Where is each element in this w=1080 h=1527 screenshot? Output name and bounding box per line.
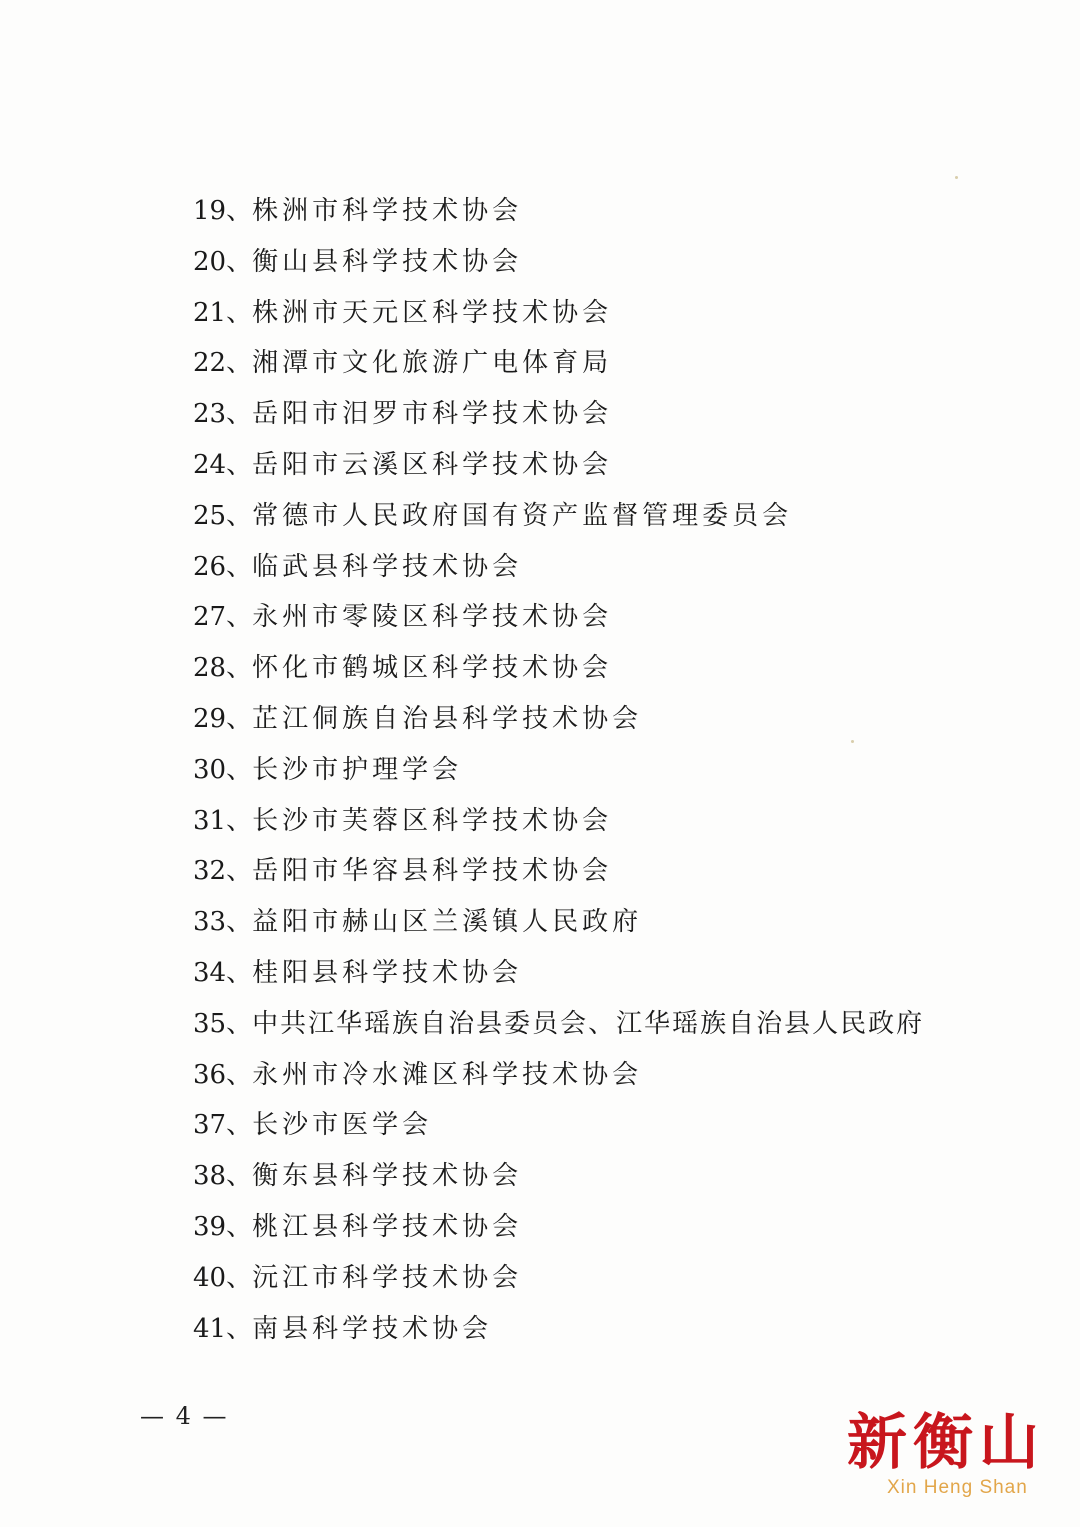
item-number: 29、 [193,703,253,734]
list-item [193,897,993,948]
list-item [193,1100,993,1151]
organization-list [193,186,993,1354]
item-text: 芷江侗族自治县科学技术协会 [252,703,643,734]
item-text: 常德市人民政府国有资产监督管理委员会 [252,500,793,531]
item-number: 40、 [193,1262,253,1293]
item-number: 39、 [193,1211,253,1242]
item-number: 38、 [193,1161,253,1192]
item-number: 34、 [193,957,253,988]
item-text: 长沙市护理学会 [252,754,463,785]
list-item [193,1253,993,1304]
list-item [193,999,993,1050]
list-item [193,745,993,796]
list-item [193,846,993,897]
item-text: 中共江华瑶族自治县委员会、江华瑶族自治县人民政府 [252,1008,925,1039]
list-item [193,237,993,288]
list-item [193,796,993,847]
list-item [193,186,993,237]
item-text: 株洲市天元区科学技术协会 [252,297,613,328]
paper-speck [955,176,958,179]
list-item [193,542,993,593]
item-number: 37、 [193,1110,253,1141]
item-text: 衡山县科学技术协会 [252,246,523,277]
item-number: 33、 [193,907,253,938]
list-item [193,592,993,643]
item-number: 31、 [193,805,253,836]
list-item [193,1202,993,1253]
item-number: 28、 [193,653,253,684]
item-number: 35、 [193,1008,253,1039]
list-item [193,491,993,542]
item-text: 南县科学技术协会 [252,1313,493,1344]
item-text: 桃江县科学技术协会 [252,1211,523,1242]
list-item [193,1151,993,1202]
item-text: 湘潭市文化旅游广电体育局 [252,348,613,379]
item-number: 26、 [193,551,253,582]
item-number: 41、 [193,1313,253,1344]
item-number: 23、 [193,399,253,430]
item-text: 株洲市科学技术协会 [252,196,523,226]
xinhengshan-logo-icon [845,1405,1060,1480]
item-text: 益阳市赫山区兰溪镇人民政府 [252,907,643,938]
item-number: 25、 [193,500,253,531]
item-number: 32、 [193,856,253,887]
list-item [193,389,993,440]
item-number: 27、 [193,602,253,633]
list-item [193,440,993,491]
item-text: 岳阳市云溪区科学技术协会 [252,449,613,480]
item-number: 21、 [193,297,253,328]
item-text: 沅江市科学技术协会 [252,1262,523,1293]
item-text: 长沙市医学会 [252,1110,433,1141]
item-text: 永州市零陵区科学技术协会 [252,602,613,633]
list-item [193,288,993,339]
item-number: 36、 [193,1059,253,1090]
item-text: 桂阳县科学技术协会 [252,957,523,988]
list-item [193,948,993,999]
item-number: 24、 [193,449,253,480]
item-text: 怀化市鹤城区科学技术协会 [252,653,613,684]
svg-text:新衡山: 新衡山 [847,1408,1045,1478]
list-item [193,1050,993,1101]
item-text: 临武县科学技术协会 [252,551,523,582]
item-text: 长沙市芙蓉区科学技术协会 [252,805,613,836]
item-text: 衡东县科学技术协会 [252,1161,523,1192]
item-text: 岳阳市汨罗市科学技术协会 [252,399,613,430]
list-item [193,694,993,745]
item-number: 30、 [193,754,253,785]
list-item [193,338,993,389]
item-text: 岳阳市华容县科学技术协会 [252,856,613,887]
list-item [193,1304,993,1355]
page-number: — 4 — [140,1402,229,1430]
xinhengshan-watermark [845,1405,1060,1505]
item-number: 20、 [193,246,253,277]
list-item [193,643,993,694]
watermark-subtitle: Xin Heng Shan [887,1477,1028,1498]
item-number: 19、 [193,196,253,226]
item-text: 永州市冷水滩区科学技术协会 [252,1059,643,1090]
item-number: 22、 [193,348,253,379]
